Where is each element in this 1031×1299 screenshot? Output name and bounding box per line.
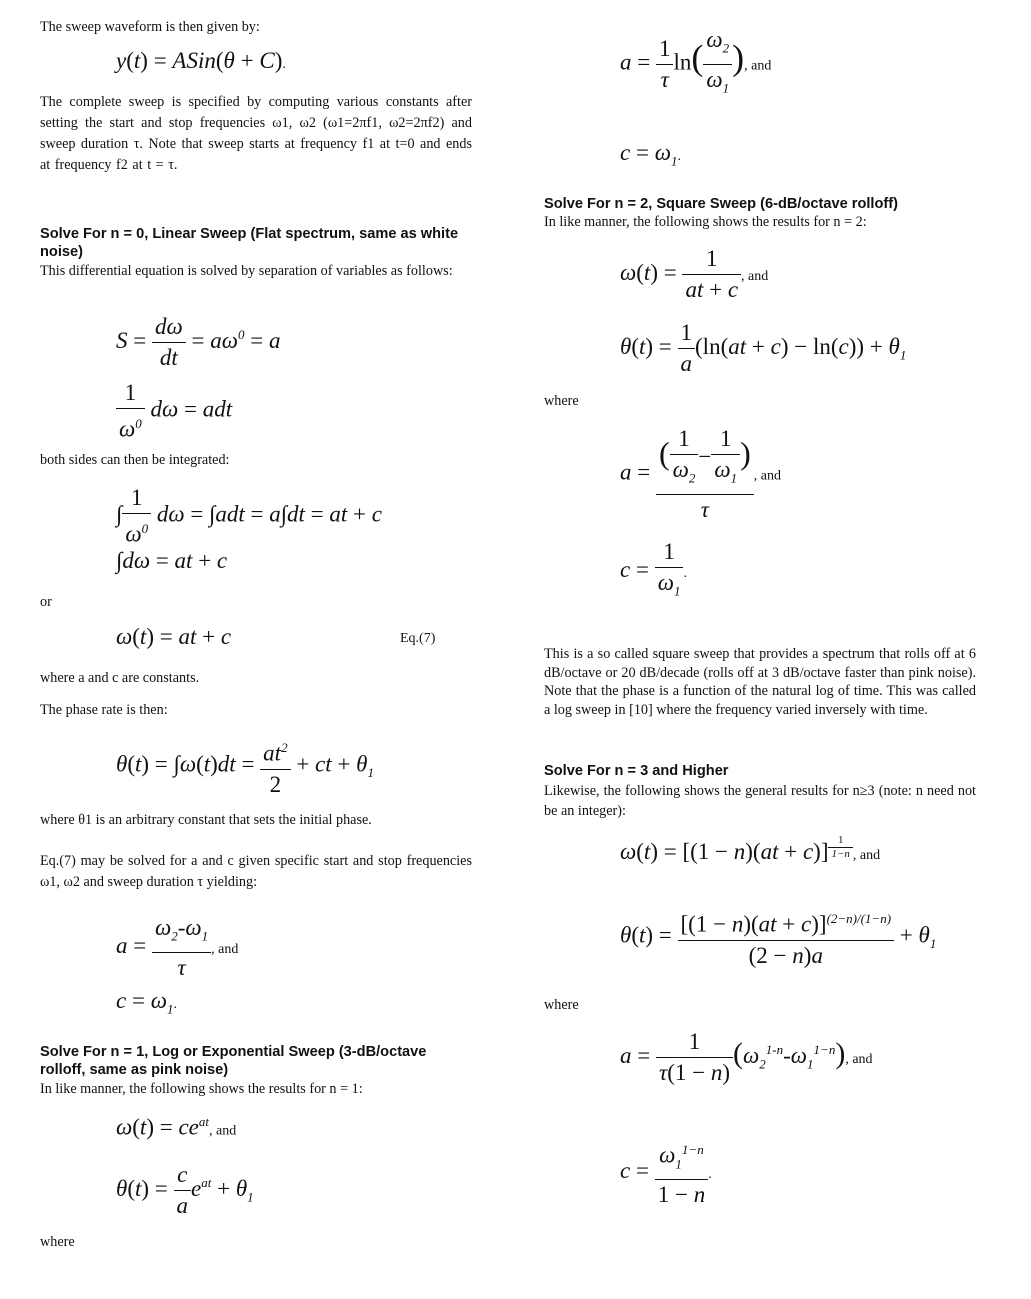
equation-7: ω(t) = at + c (116, 624, 232, 649)
paragraph: where (544, 997, 579, 1013)
equation-slope: S = $\frac{d\omega}{dt}$ = $a\omega^0 = a$ (116, 314, 281, 370)
paragraph: where a and c are constants. (40, 670, 200, 686)
equation-theta-general: θ(t) = $\frac{[(1 - n)(at + c)]^{(2-n)/(1-n)}}{(2 - n)a}$ + $\theta_1$ (620, 904, 936, 971)
equation-omega-log: $\omega(t) = ce^{at}$, and (116, 1114, 237, 1140)
equation-a-linear: a = $\frac{\omega_2-\omega_1}{\tau}$ , and (116, 915, 239, 980)
paragraph: or (40, 594, 52, 610)
paragraph: The sweep waveform is then given by: (40, 19, 260, 35)
paragraph: Eq.(7) may be solved for a and c given specific start and stop frequencies ω1, ω2 and sweep duration τ yielding: (40, 853, 472, 890)
section-heading: Solve For n = 3 and Higher (544, 763, 729, 779)
equation-integral-1: ∫ $\frac{1}{\omega^0}$ dω = ∫adt = a∫dt = at + c (116, 485, 382, 547)
paragraph: This is a so called square sweep that provides a spectrum that rolls off at 6 dB/octave or 20 dB/decade (rolls off at 3 dB/octave faster than pink noise). Note that the phase is a function of the natural log of time. This was called a log sweep in [10] where the frequency varied inversely with time. (544, 646, 976, 718)
paragraph: where (40, 1234, 75, 1250)
section-heading: Solve For n = 1, Log or Exponential Sweep (3-dB/octave rolloff, same as pink noise) (40, 1044, 427, 1078)
paragraph: where θ1 is an arbitrary constant that sets the initial phase. (40, 812, 372, 828)
equation-theta-square: θ(t) = $\frac{1}{a}$ $(\ln(at + c) - \ln(c)) + \theta_1$ (620, 320, 907, 376)
equation-omega-general: ω(t) = [(1 − n)(at + c)] $^{\frac{1}{1-n}}$ , and (620, 834, 881, 865)
paragraph: where (544, 393, 579, 409)
equation-a-general: a = $\frac{1}{\tau(1 - n)}$ $(\omega_2^{1-n}-\omega_1^{1-n})$, and (620, 1029, 873, 1085)
equation-a-square: a = ( $\frac{1}{\omega_2}$ − $\frac{1}{\omega_1}$ ) τ , and (620, 426, 781, 522)
equation-c-log: $c = \omega_1$. (620, 140, 681, 169)
paragraph: both sides can then be integrated: (40, 452, 230, 468)
section-heading: Solve For n = 0, Linear Sweep (Flat spectrum, same as white noise) (40, 226, 459, 260)
paragraph: This differential equation is solved by separation of variables as follows: (40, 263, 453, 279)
equation-number: Eq.(7) (400, 631, 436, 646)
equation-integral-2: ∫dω = at + c (116, 548, 228, 573)
equation-theta-log: θ(t) = $\frac{c}{a}$ $e^{at} + \theta_1$ (116, 1162, 254, 1218)
equation-c-square: c = $\frac{1}{\omega_1}$ . (620, 539, 687, 599)
equation-separation: $\frac{1}{\omega^0}$ dω = adt (116, 378, 232, 445)
paragraph: The phase rate is then: (40, 702, 168, 718)
equation-c-linear: $c = \omega_1$. (116, 988, 177, 1017)
paragraph: In like manner, the following shows the results for n = 2: (544, 214, 867, 230)
paragraph: Likewise, the following shows the general results for n≥3 (note: n need not be an integer): (544, 783, 976, 819)
equation-sweep-waveform: y(t) = ASin(θ + C). (116, 48, 286, 73)
equation-a-log: a = $\frac{1}{\tau}$ ln( $\frac{\omega_2}{\omega_1}$ ), and (620, 27, 772, 96)
paragraph: The complete sweep is specified by computing various constants after setting the start and stop frequencies ω1, ω2 (ω1=2πf1, ω2=2πf2) and sweep duration τ. Note that sweep starts at frequency f1 at t=0 and ends at frequency f2 at t = τ. (40, 94, 472, 173)
equation-c-general: c = $\frac{\omega_1^{1-n}}{1 - n}$ . (620, 1135, 712, 1210)
equation-omega-square: ω(t) = $\frac{1}{at + c}$ , and (620, 246, 769, 302)
equation-phase: θ(t) = ∫ω(t)dt = $\frac{at^2}{2}$ + ct + $\theta_1$ (116, 733, 374, 800)
paragraph: In like manner, the following shows the results for n = 1: (40, 1081, 363, 1097)
section-heading: Solve For n = 2, Square Sweep (6-dB/octave rolloff) (544, 196, 898, 212)
